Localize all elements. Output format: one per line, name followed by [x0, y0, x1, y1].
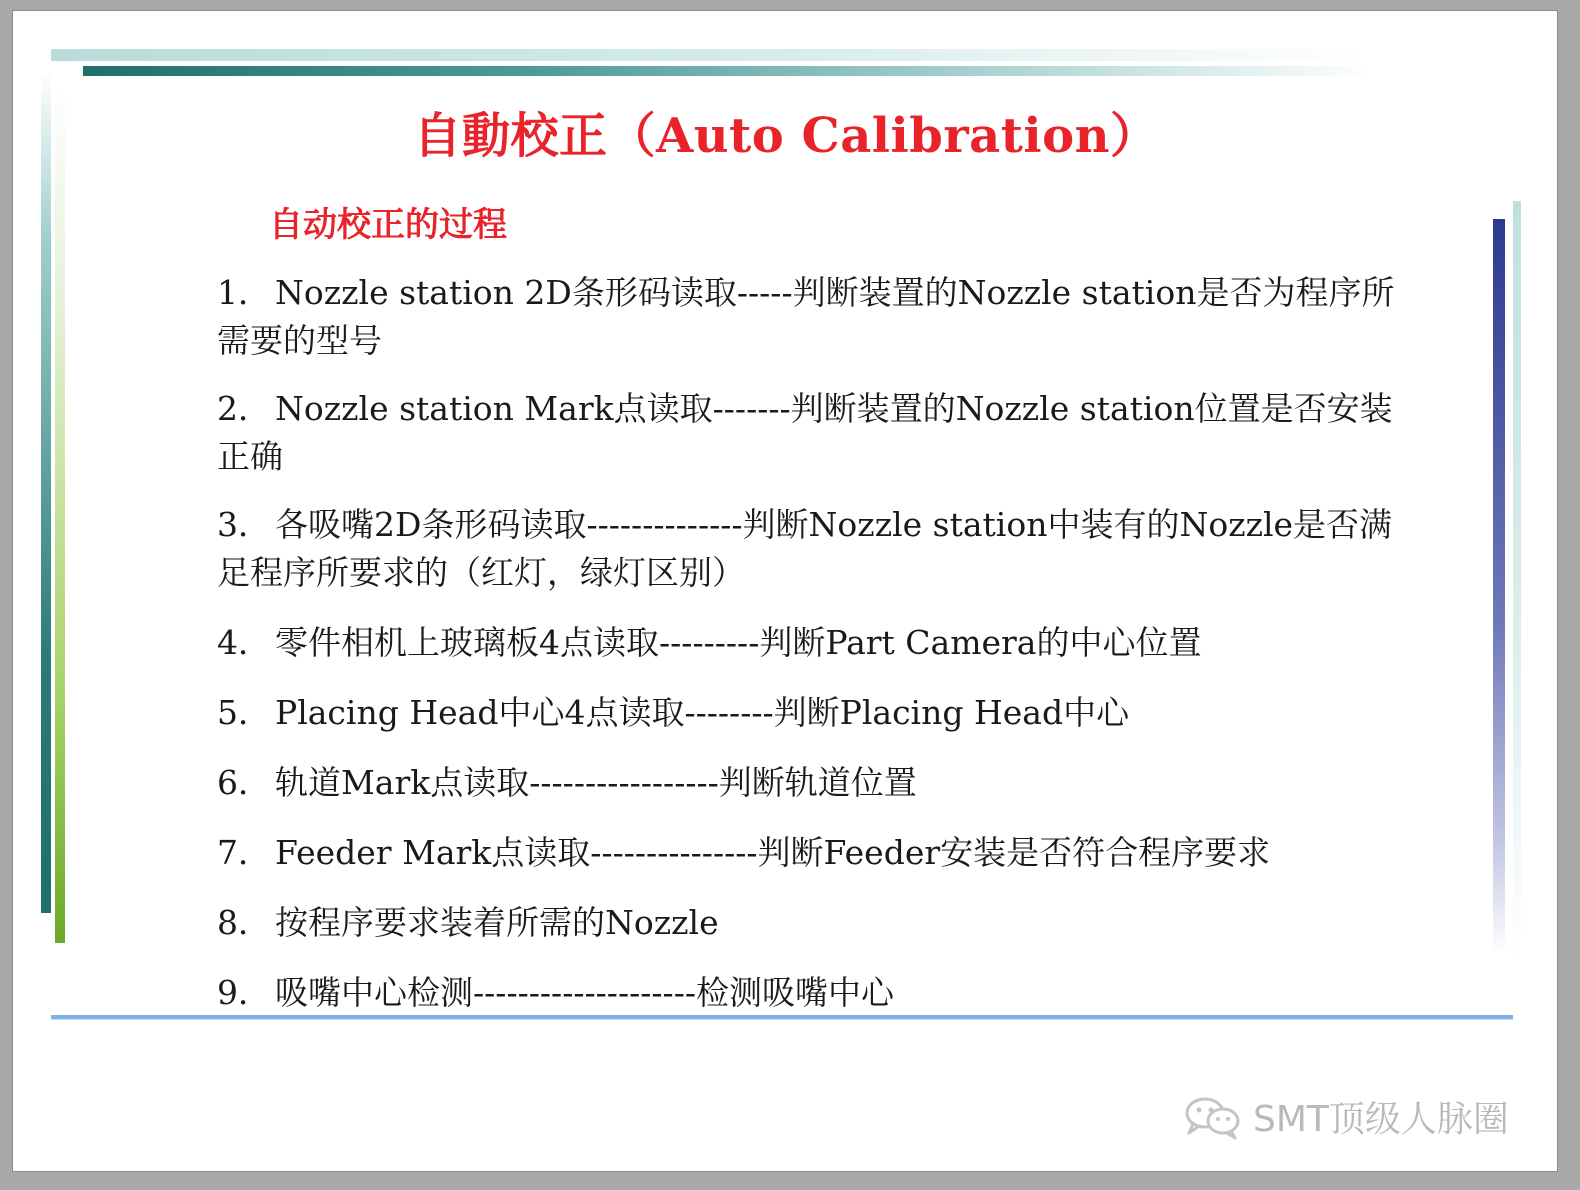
list-item: [217, 385, 1397, 481]
item-text: 各吸嘴2D条形码读取--------------判断Nozzle station中装有的Nozzle是否满足程序所要求的（红灯，绿灯区别）: [217, 505, 1393, 592]
top-decor-bar-teal: [83, 66, 1373, 76]
item-text: Nozzle station Mark点读取-------判断装置的Nozzle station位置是否安装正确: [217, 389, 1393, 476]
top-decor-bar-light: [51, 49, 1371, 61]
right-decor-bar-light: [1513, 201, 1521, 961]
item-number: 4．: [217, 623, 271, 662]
item-text: 按程序要求装着所需的Nozzle: [275, 903, 719, 942]
watermark-text: SMT顶级人脉圈: [1253, 1099, 1509, 1140]
item-text: 零件相机上玻璃板4点读取---------判断Part Camera的中心位置: [275, 623, 1202, 662]
item-number: 7．: [217, 833, 271, 872]
item-text: 吸嘴中心检测--------------------检测吸嘴中心: [275, 973, 895, 1012]
list-item: [217, 899, 1397, 947]
list-item: [217, 689, 1397, 737]
item-number: 2．: [217, 389, 271, 428]
item-number: 3．: [217, 505, 271, 544]
list-item: [217, 501, 1397, 597]
left-decor-bar-teal: [41, 71, 51, 913]
left-decor-bar-green: [55, 81, 65, 943]
bottom-divider: [51, 1015, 1513, 1019]
slide-subtitle: 自动校正的过程: [269, 205, 507, 245]
slide-title: 自動校正（Auto Calibration）: [413, 108, 1159, 164]
item-text: Nozzle station 2D条形码读取-----判断装置的Nozzle station是否为程序所需要的型号: [217, 273, 1395, 360]
item-number: 1．: [217, 273, 271, 312]
list-item: [217, 829, 1397, 877]
wechat-icon: [1181, 1093, 1245, 1141]
list-item: [217, 269, 1397, 365]
right-decor-bar-navy: [1493, 219, 1505, 954]
list-item: [217, 759, 1397, 807]
item-text: Placing Head中心4点读取--------判断Placing Head中心: [275, 693, 1130, 732]
watermark: [1181, 1091, 1509, 1142]
item-number: 5．: [217, 693, 271, 732]
item-text: Feeder Mark点读取---------------判断Feeder安装是否符合程序要求: [275, 833, 1271, 872]
list-item: [217, 619, 1397, 667]
list-item: [217, 969, 1397, 1017]
slide: [12, 10, 1558, 1172]
item-text: 轨道Mark点读取-----------------判断轨道位置: [275, 763, 917, 802]
item-number: 9．: [217, 973, 271, 1012]
item-number: 8．: [217, 903, 271, 942]
item-number: 6．: [217, 763, 271, 802]
